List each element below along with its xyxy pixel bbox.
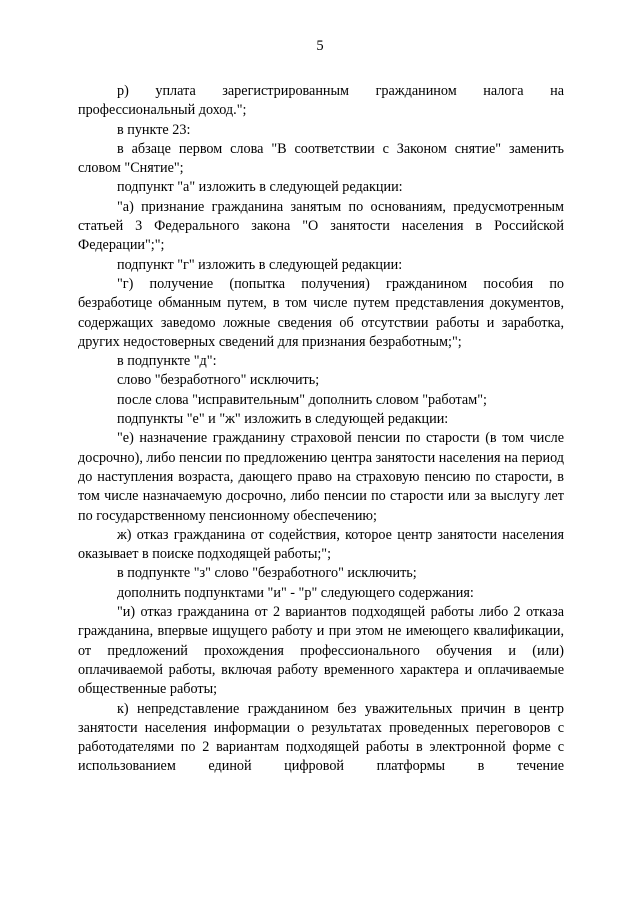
paragraph-subpoint-k: к) непредставление гражданином без уважительных причин в центр занятости населения информации о результатах проведенных переговоров с работодателями по 2 вариантам подходящей работы в электронной форме с использованием единой цифровой платформы в течение [78,700,564,775]
paragraph-subpoint-zh: ж) отказ гражданина от содействия, которое центр занятости населения оказывает в поиске подходящей работы;"; [78,526,564,563]
paragraph-add-subpoints-intro: дополнить подпунктами "и" - "р" следующего содержания: [117,584,474,601]
paragraph-subpoints-e-zh-intro: подпункты "е" и "ж" изложить в следующей редакции: [117,411,449,428]
paragraph-add-word: после слова "исправительным" дополнить словом "работам"; [117,391,487,408]
paragraph-subpoint-d-intro: в подпункте "д": [117,353,217,370]
paragraph-subpoint-a: "а) признание гражданина занятым по основаниям, предусмотренным статьей 3 Федерального закона "О занятости населения в Российской Федерации";"; [78,198,564,254]
paragraph-first-clause: в абзаце первом слова "В соответствии с Законом снятие" заменить словом "Снятие"; [78,140,564,177]
paragraph-exclude-word: слово "безработного" исключить; [117,372,320,389]
paragraph-subpoint-a-intro: подпункт "а" изложить в следующей редакции: [117,179,403,196]
paragraph-point-23: в пункте 23: [117,121,191,138]
paragraph-subpoint-z: в подпункте "з" слово "безработного" исключить; [117,565,417,582]
paragraph-subpoint-i: "и) отказ гражданина от 2 вариантов подходящей работы либо 2 отказа гражданина, впервые ищущего работу и при этом не имеющего квалификации, от предложений прохождения профессионального обучения и (или) оплачиваемой работы, включая работу временного характера и оплачиваемые общественные работы; [78,604,564,698]
paragraph-subpoint-e: "е) назначение гражданину страховой пенсии по старости (в том числе досрочно), либо пенсии по предложению центра занятости населения на период до наступления возраста, дающего право на страховую пенсию по старости, в том числе назначаемую досрочно, либо пенсии по старости или за выслугу лет по государственному пенсионному обеспечению; [78,430,564,524]
document-body [78,82,564,777]
page-number: 5 [316,38,324,54]
paragraph-subpoint-g-intro: подпункт "г" изложить в следующей редакции: [117,256,403,273]
paragraph-r-tax: р) уплата зарегистрированным гражданином налога на профессиональный доход."; [78,83,564,119]
paragraph-subpoint-g: "г) получение (попытка получения) гражданином пособия по безработице обманным путем, в том числе путем представления документов, содержащих заведомо ложные сведения об отсутствии работы и заработка, других недостоверных сведений для признания безработным;"; [78,275,564,350]
